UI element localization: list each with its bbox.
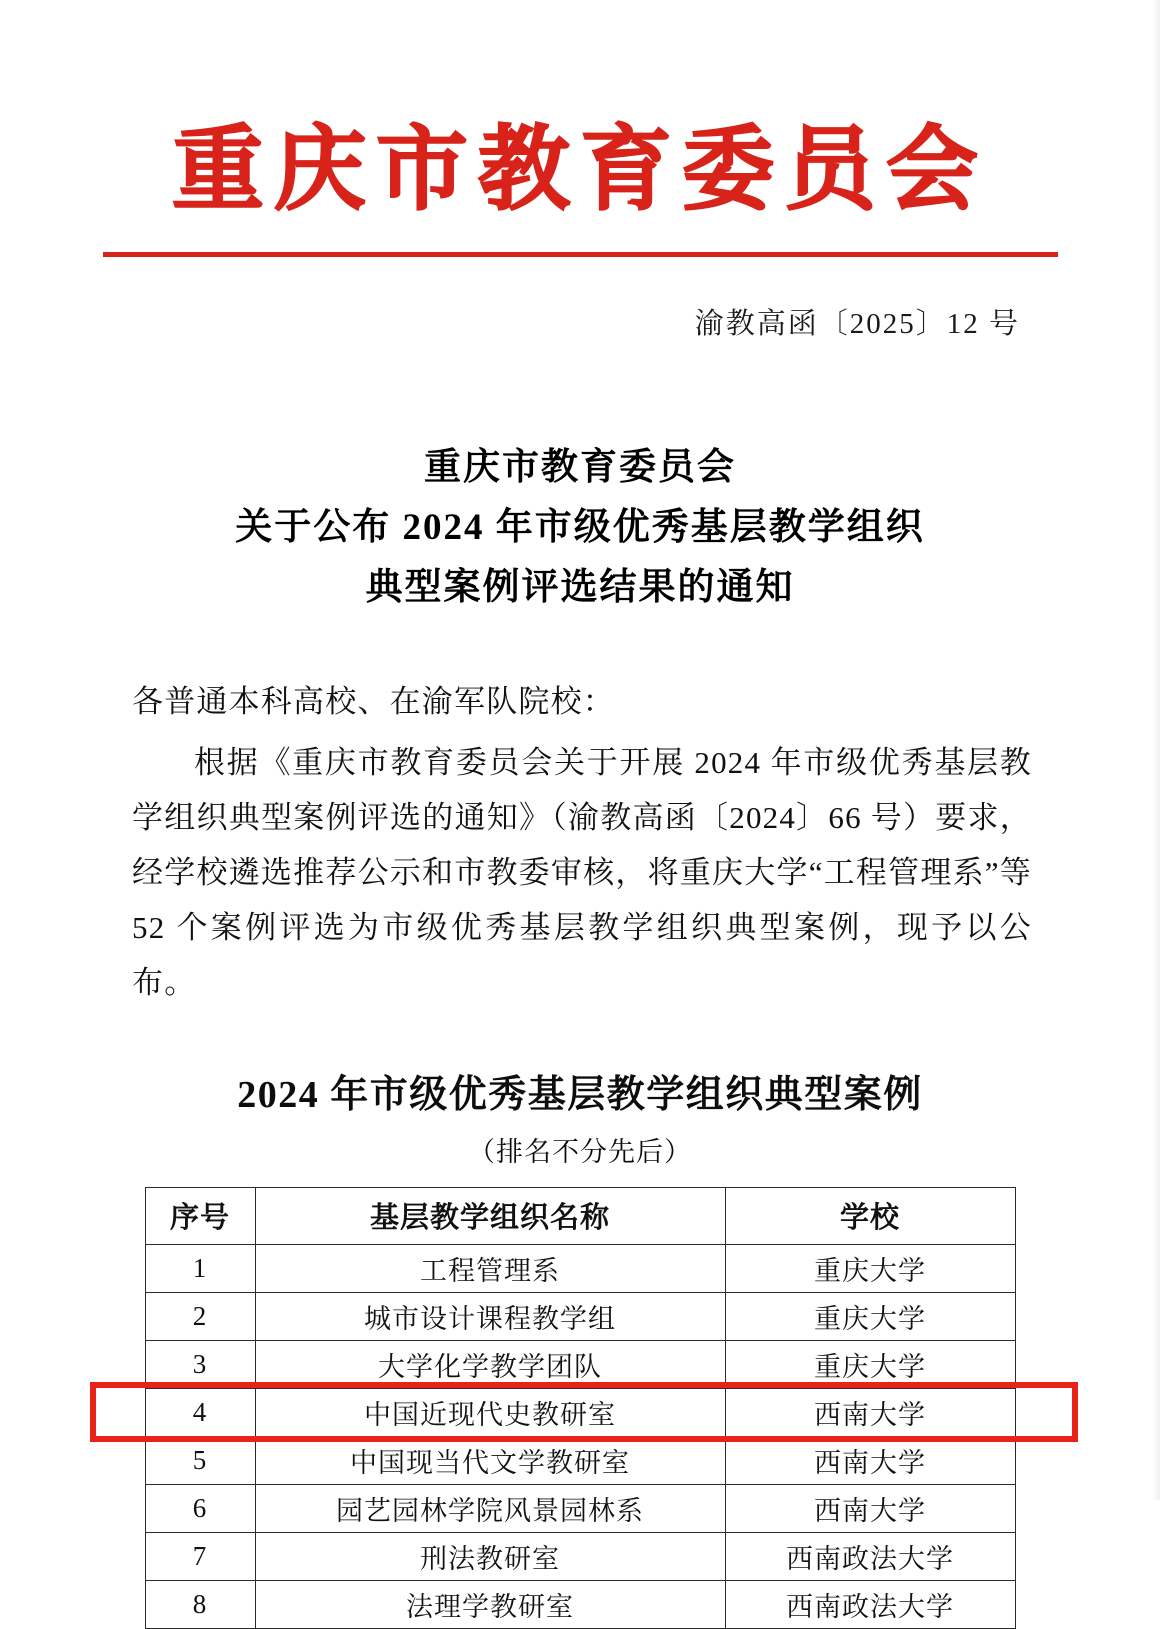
document-title-line-1: 重庆市教育委员会 (424, 446, 736, 488)
table-row (145, 1484, 1015, 1532)
issuing-organization-title: 重庆市教育委员会 (171, 119, 988, 221)
masthead (0, 0, 1160, 257)
cell-organization: 城市设计课程教学组 (255, 1292, 725, 1340)
cell-school: 重庆大学 (725, 1292, 1015, 1340)
body-salutation: 各普通本科高校、在渝军队院校： (132, 683, 615, 719)
masthead-divider (103, 252, 1058, 257)
cell-organization: 园艺园林学院风景园林系 (255, 1484, 725, 1532)
cell-organization: 大学化学教学团队 (255, 1340, 725, 1388)
page-edge-shadow (1152, 0, 1160, 1500)
document-title (0, 438, 1160, 618)
cell-school: 西南政法大学 (725, 1532, 1015, 1580)
table-title: 2024 年市级优秀基层教学组织典型案例 (237, 1073, 923, 1116)
column-header-index: 序号 (145, 1187, 255, 1244)
table-row (145, 1340, 1015, 1388)
cell-school: 西南政法大学 (725, 1580, 1015, 1628)
cell-school: 重庆大学 (725, 1340, 1015, 1388)
table-body (145, 1244, 1015, 1628)
table-header-row (145, 1187, 1015, 1244)
results-table (145, 1187, 1016, 1629)
document-title-line-3: 典型案例评选结果的通知 (365, 566, 795, 608)
cell-school: 重庆大学 (725, 1244, 1015, 1292)
column-header-school: 学校 (725, 1187, 1015, 1244)
cell-school: 西南大学 (725, 1436, 1015, 1484)
table-row (145, 1436, 1015, 1484)
cell-index: 4 (145, 1388, 255, 1436)
cell-index: 6 (145, 1484, 255, 1532)
document-title-line-2: 关于公布 2024 年市级优秀基层教学组织 (235, 506, 925, 548)
table-row (145, 1244, 1015, 1292)
cell-index: 2 (145, 1292, 255, 1340)
document-number: 渝教高函〔2025〕12 号 (694, 307, 1020, 340)
body-paragraph-1: 根据《重庆市教育委员会关于开展 2024 年市级优秀基层教学组织典型案例评选的通知》（渝教高函〔2024〕66 号）要求，经学校遴选推荐公示和市教委审核，将重庆大学“工程管理系”等 52 个案例评选为市级优秀基层教学组织典型案例，现予以公布。 (132, 744, 1032, 1001)
cell-organization: 法理学教研室 (255, 1580, 725, 1628)
column-header-organization: 基层教学组织名称 (255, 1187, 725, 1244)
cell-organization: 刑法教研室 (255, 1532, 725, 1580)
document-body (132, 674, 1032, 1011)
cell-organization: 工程管理系 (255, 1244, 725, 1292)
table-subtitle: （排名不分先后） (468, 1136, 692, 1167)
cell-index: 1 (145, 1244, 255, 1292)
table-row (145, 1292, 1015, 1340)
cell-index: 5 (145, 1436, 255, 1484)
cell-organization: 中国现当代文学教研室 (255, 1436, 725, 1484)
table-row (145, 1532, 1015, 1580)
cell-index: 8 (145, 1580, 255, 1628)
table-row (145, 1388, 1015, 1436)
cell-organization: 中国近现代史教研室 (255, 1388, 725, 1436)
cell-school: 西南大学 (725, 1388, 1015, 1436)
table-row (145, 1580, 1015, 1628)
cell-school: 西南大学 (725, 1484, 1015, 1532)
cell-index: 7 (145, 1532, 255, 1580)
cell-index: 3 (145, 1340, 255, 1388)
